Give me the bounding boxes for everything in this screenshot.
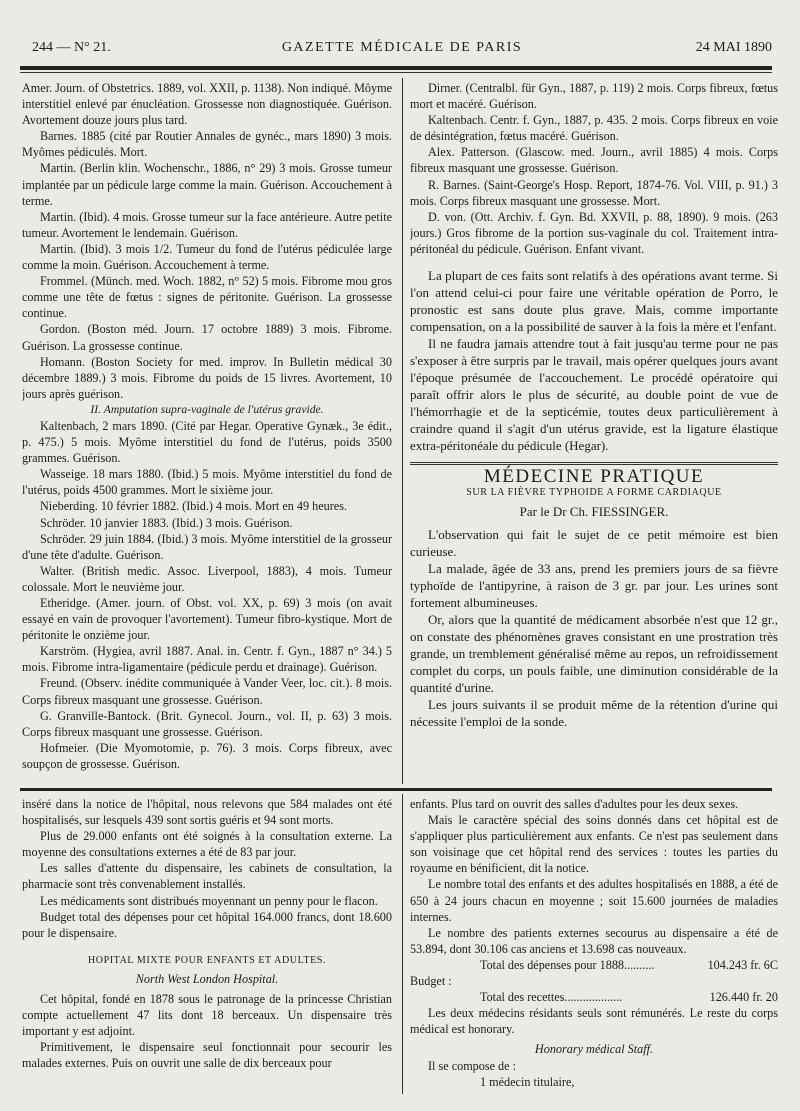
issue-date: 24 MAI 1890 — [695, 40, 772, 55]
section-heading: II. Amputation supra-vaginale de l'utérus gravide. — [90, 402, 324, 416]
body-paragraph: Il ne faudra jamais attendre tout à fait jusqu'au terme pour ne pas s'exposer à être surpris par le travail, mais opérer quelques jours avant l'époque présumée de l'accouchement. Le procédé opératoire qui paraît offrir alors le plus de sécurité, au double point de vue de l'hémorrhagie et de la septicémie, toutes deux particulièrement à craindre quand il s'agit d'un utérus gravide, est la ligature élastique extra-péritonéale du pédicule (Hegar). — [410, 336, 778, 454]
body-paragraph: Il se compose de : — [428, 1058, 516, 1073]
case-entry: Gordon. (Boston méd. Journ. 17 octobre 1889) 3 mois. Fibrome. Guérison. La grossesse continue. — [22, 322, 392, 353]
body-paragraph: Plus de 29.000 enfants ont été soignés à la consultation externe. La moyenne des consultations externes a été de 83 par jour. — [22, 829, 392, 860]
column-divider — [402, 794, 403, 1094]
staff-heading: Honorary médical Staff. — [534, 1042, 654, 1057]
body-paragraph: Le nombre total des enfants et des adultes hospitalisés en 1888, a été de 650 à 24 jours chacun en moyenne ; soit 15.600 journées de maladies internes. — [410, 877, 778, 924]
case-entry: D. von. (Ott. Archiv. f. Gyn. Bd. XXVII, p. 88, 1890). 9 mois. (263 jours.) Gros fibrome de la portion sus-vaginale du col. Traitement intra-péritonéal du pédicule. Guérison. Enfant vivant. — [410, 209, 778, 256]
body-paragraph: Les jours suivants il se produit même de la rétention d'urine qui nécessite l'emploi de la sonde. — [410, 697, 778, 730]
body-paragraph: Primitivement, le dispensaire seul fonctionnait pour secourir les malades externes. Puis on ouvrit une salle de dix berceaux pour — [22, 1040, 392, 1071]
upper-right-column — [410, 80, 778, 786]
case-entry: Alex. Patterson. (Glascow. med. Journ., avril 1885) 4 mois. Corps fibreux masquant une grossesse. Guérison. — [410, 145, 778, 176]
article-subtitle: SUR LA FIÈVRE TYPHOIDE A FORME CARDIAQUE — [466, 487, 722, 499]
page-number: 244 — N° 21. — [32, 40, 111, 55]
case-entry: Freund. (Observ. inédite communiquée à Vander Veer, loc. cit.). 8 mois. Corps fibreux masquant une grossesse. Guérison. — [22, 676, 392, 707]
hospital-name: North West London Hospital. — [135, 971, 279, 986]
body-paragraph: Cet hôpital, fondé en 1878 sous le patronage de la princesse Christian compte actuellement 47 lits dont 18 berceaux. Un dispensaire très important y est adjoint. — [22, 992, 392, 1039]
budget-label: Budget : — [410, 974, 452, 989]
case-entry: Wasseige. 18 mars 1880. (Ibid.) 5 mois. Myôme interstitiel du fond de l'utérus, poids 4500 grammes. Mort le sixième jour. — [22, 467, 392, 498]
header-rule — [20, 66, 772, 70]
budget-recettes: Total des recettes................... 126.440 fr. 20 — [480, 990, 778, 1005]
case-entry: Hofmeier. (Die Myomotomie, p. 76). 3 mois. Corps fibreux, avec soupçon de grossesse. Guérison. — [22, 740, 392, 771]
case-entry: Martin. (Ibid). 3 mois 1/2. Tumeur du fond de l'utérus pédiculée large comme la moin. Guérison. Accouchement à terme. — [22, 241, 392, 273]
case-entry: Etheridge. (Amer. journ. of Obst. vol. XX, p. 69) 3 mois (on avait essayé en vain de provoquer l'avortement). Tumeur fibro-kystique. Mort de péritonite le onzième jour. — [22, 596, 392, 643]
case-entry: Martin. (Berlin klin. Wochenschr., 1886, n° 29) 3 mois. Grosse tumeur implantée par un pédicule large comme la main. Guérison. Accouchement à terme. — [22, 161, 392, 208]
body-paragraph: Le nombre des patients externes secourus au dispensaire a été de 53.894, dont 30.106 cas anciens et 13.698 cas nouveaux. — [410, 925, 778, 956]
upper-left-column — [22, 80, 392, 786]
hospital-heading: HOPITAL MIXTE POUR ENFANTS ET ADULTES. — [87, 954, 327, 966]
section-rule — [410, 462, 778, 465]
budget-depenses: Total des dépenses pour 1888.......... 104.243 fr. 6C — [480, 957, 778, 972]
case-entry: Nieberding. 10 février 1882. (Ibid.) 4 mois. Mort en 49 heures. — [40, 499, 347, 514]
case-entry: Frommel. (Münch. med. Woch. 1882, n° 52) 5 mois. Fibrome mou gros comme une tête de fœtus : signes de péritonite. Guérison. La grossesse continue. — [22, 274, 392, 321]
case-entry: Dirner. (Centralbl. für Gyn., 1887, p. 119) 2 mois. Corps fibreux, fœtus mort et macéré. Guérison. — [410, 81, 778, 112]
case-entry: G. Granville-Bantock. (Brit. Gynecol. Journ., vol. II, p. 63) 3 mois. Corps fibreux masquant une grossesse. Guérison. — [22, 708, 392, 739]
body-paragraph: La malade, âgée de 33 ans, prend les premiers jours de sa fièvre typhoïde de l'antipyrine, à raison de 3 gr. par jour. Les urines sont fortement albumineuses. — [410, 561, 778, 611]
case-entry: Schröder. 10 janvier 1883. (Ibid.) 3 mois. Guérison. — [40, 515, 293, 530]
case-entry: Schröder. 29 juin 1884. (Ibid.) 3 mois. Myôme interstitiel de la grosseur d'une tête d'adulte. Guérison. — [22, 531, 392, 562]
case-entry: Amer. Journ. of Obstetrics. 1889, vol. XXII, p. 1138). Non indiqué. Môyme interstitiel enlevé par énucléation. Grossesse non diagnostiquée. Guérison. Avortement douze jours plus tard. — [22, 81, 392, 128]
header-rule-thin — [20, 72, 772, 73]
case-entry: Homann. (Boston Society for med. improv. In Bulletin médical 30 décembre 1889.) 3 mois. Fibrome du poids de 15 livres. Avortement, 10 jours après guérison. — [22, 354, 392, 401]
case-entry: Barnes. 1885 (cité par Routier Annales de gynéc., mars 1890) 3 mois. Myômes pédiculés. Mort. — [22, 129, 392, 160]
body-paragraph: Les salles d'attente du dispensaire, les cabinets de consultation, la pharmacie sont très convenablement installés. — [22, 861, 392, 892]
body-paragraph: Les deux médecins résidants seuls sont rémunérés. Le reste du corps médical est honorary. — [410, 1006, 778, 1037]
case-entry: Kaltenbach. Centr. f. Gyn., 1887, p. 435. 2 mois. Corps fibreux en voie de désintégration, fœtus macéré. Guérison. — [410, 113, 778, 144]
body-paragraph: Les médicaments sont distribués moyennant un penny pour le flacon. — [40, 893, 378, 908]
body-paragraph: L'observation qui fait le sujet de ce petit mémoire est bien curieuse. — [410, 527, 778, 560]
lower-right-column — [410, 796, 778, 1096]
mid-rule — [20, 788, 772, 791]
body-paragraph: Budget total des dépenses pour cet hôpital 164.000 francs, dont 18.600 pour le dispensaire. — [22, 909, 392, 940]
column-divider — [402, 78, 403, 784]
case-entry: Karström. (Hygiea, avril 1887. Anal. in. Centr. f. Gyn., 1887 n° 34.) 5 mois. Fibrome intra-ligamentaire (pédicule perdu et drainage). Guérison. — [22, 644, 392, 675]
page-header — [32, 40, 772, 62]
list-item: 1 médecin titulaire, — [480, 1074, 575, 1089]
body-paragraph: enfants. Plus tard on ouvrit des salles d'adultes pour les deux sexes. — [410, 797, 739, 811]
case-entry: Kaltenbach, 2 mars 1890. (Cité par Hegar. Operative Gynæk., 3e édit., p. 475.) 5 mois. Myôme interstitiel du fond de l'utérus, poids 3500 grammes. Guérison. — [22, 418, 392, 466]
case-entry: R. Barnes. (Saint-George's Hosp. Report, 1874-76. Vol. VIII, p. 91.) 3 mois. Corps fibreux masquant une grossesse. Mort. — [410, 177, 778, 208]
body-paragraph: Mais le caractère spécial des soins donnés dans cet hôpital est de s'appliquer plus particulièrement aux enfants. Ce n'est pas seulement dans son voisinage que cet hôpital rend des services : toutes les parties du royaume en bénificient, dit la notice. — [410, 813, 778, 876]
lower-left-column — [22, 796, 392, 1096]
journal-title: GAZETTE MÉDICALE DE PARIS — [281, 40, 523, 55]
body-paragraph: inséré dans la notice de l'hôpital, nous relevons que 584 malades ont été hospitalisés, sur lesquels 439 sont sortis guéris et 94 sont morts. — [22, 797, 392, 828]
section-title: MÉDECINE PRATIQUE — [483, 466, 705, 488]
article-author: Par le Dr Ch. FIESSINGER. — [519, 504, 669, 520]
case-entry: Walter. (British medic. Assoc. Liverpool, 1883), 4 mois. Tumeur colossale. Mort le neuvième jour. — [22, 563, 392, 594]
body-paragraph: La plupart de ces faits sont relatifs à des opérations avant terme. Si l'on attend celui-ci pour faire une véritable opération de Porro, le pronostic est sans doute plus grave. Mais, comme importante compensation, on a la possibilité de sauver à la fois la mère et l'enfant. — [410, 268, 778, 335]
case-entry: Martin. (Ibid). 4 mois. Grosse tumeur sur la face antérieure. Autre petite tumeur. Avortement le lendemain. Guérison. — [22, 209, 392, 240]
body-paragraph: Or, alors que la quantité de médicament absorbée n'est que 12 gr., on constate des phénomènes graves consistant en une prostration très grande, un tremblement généralisé même au repos, un refroidissement complet du corps, un pouls faible, une diminution considérable de la quantité d'urine. — [410, 612, 778, 696]
